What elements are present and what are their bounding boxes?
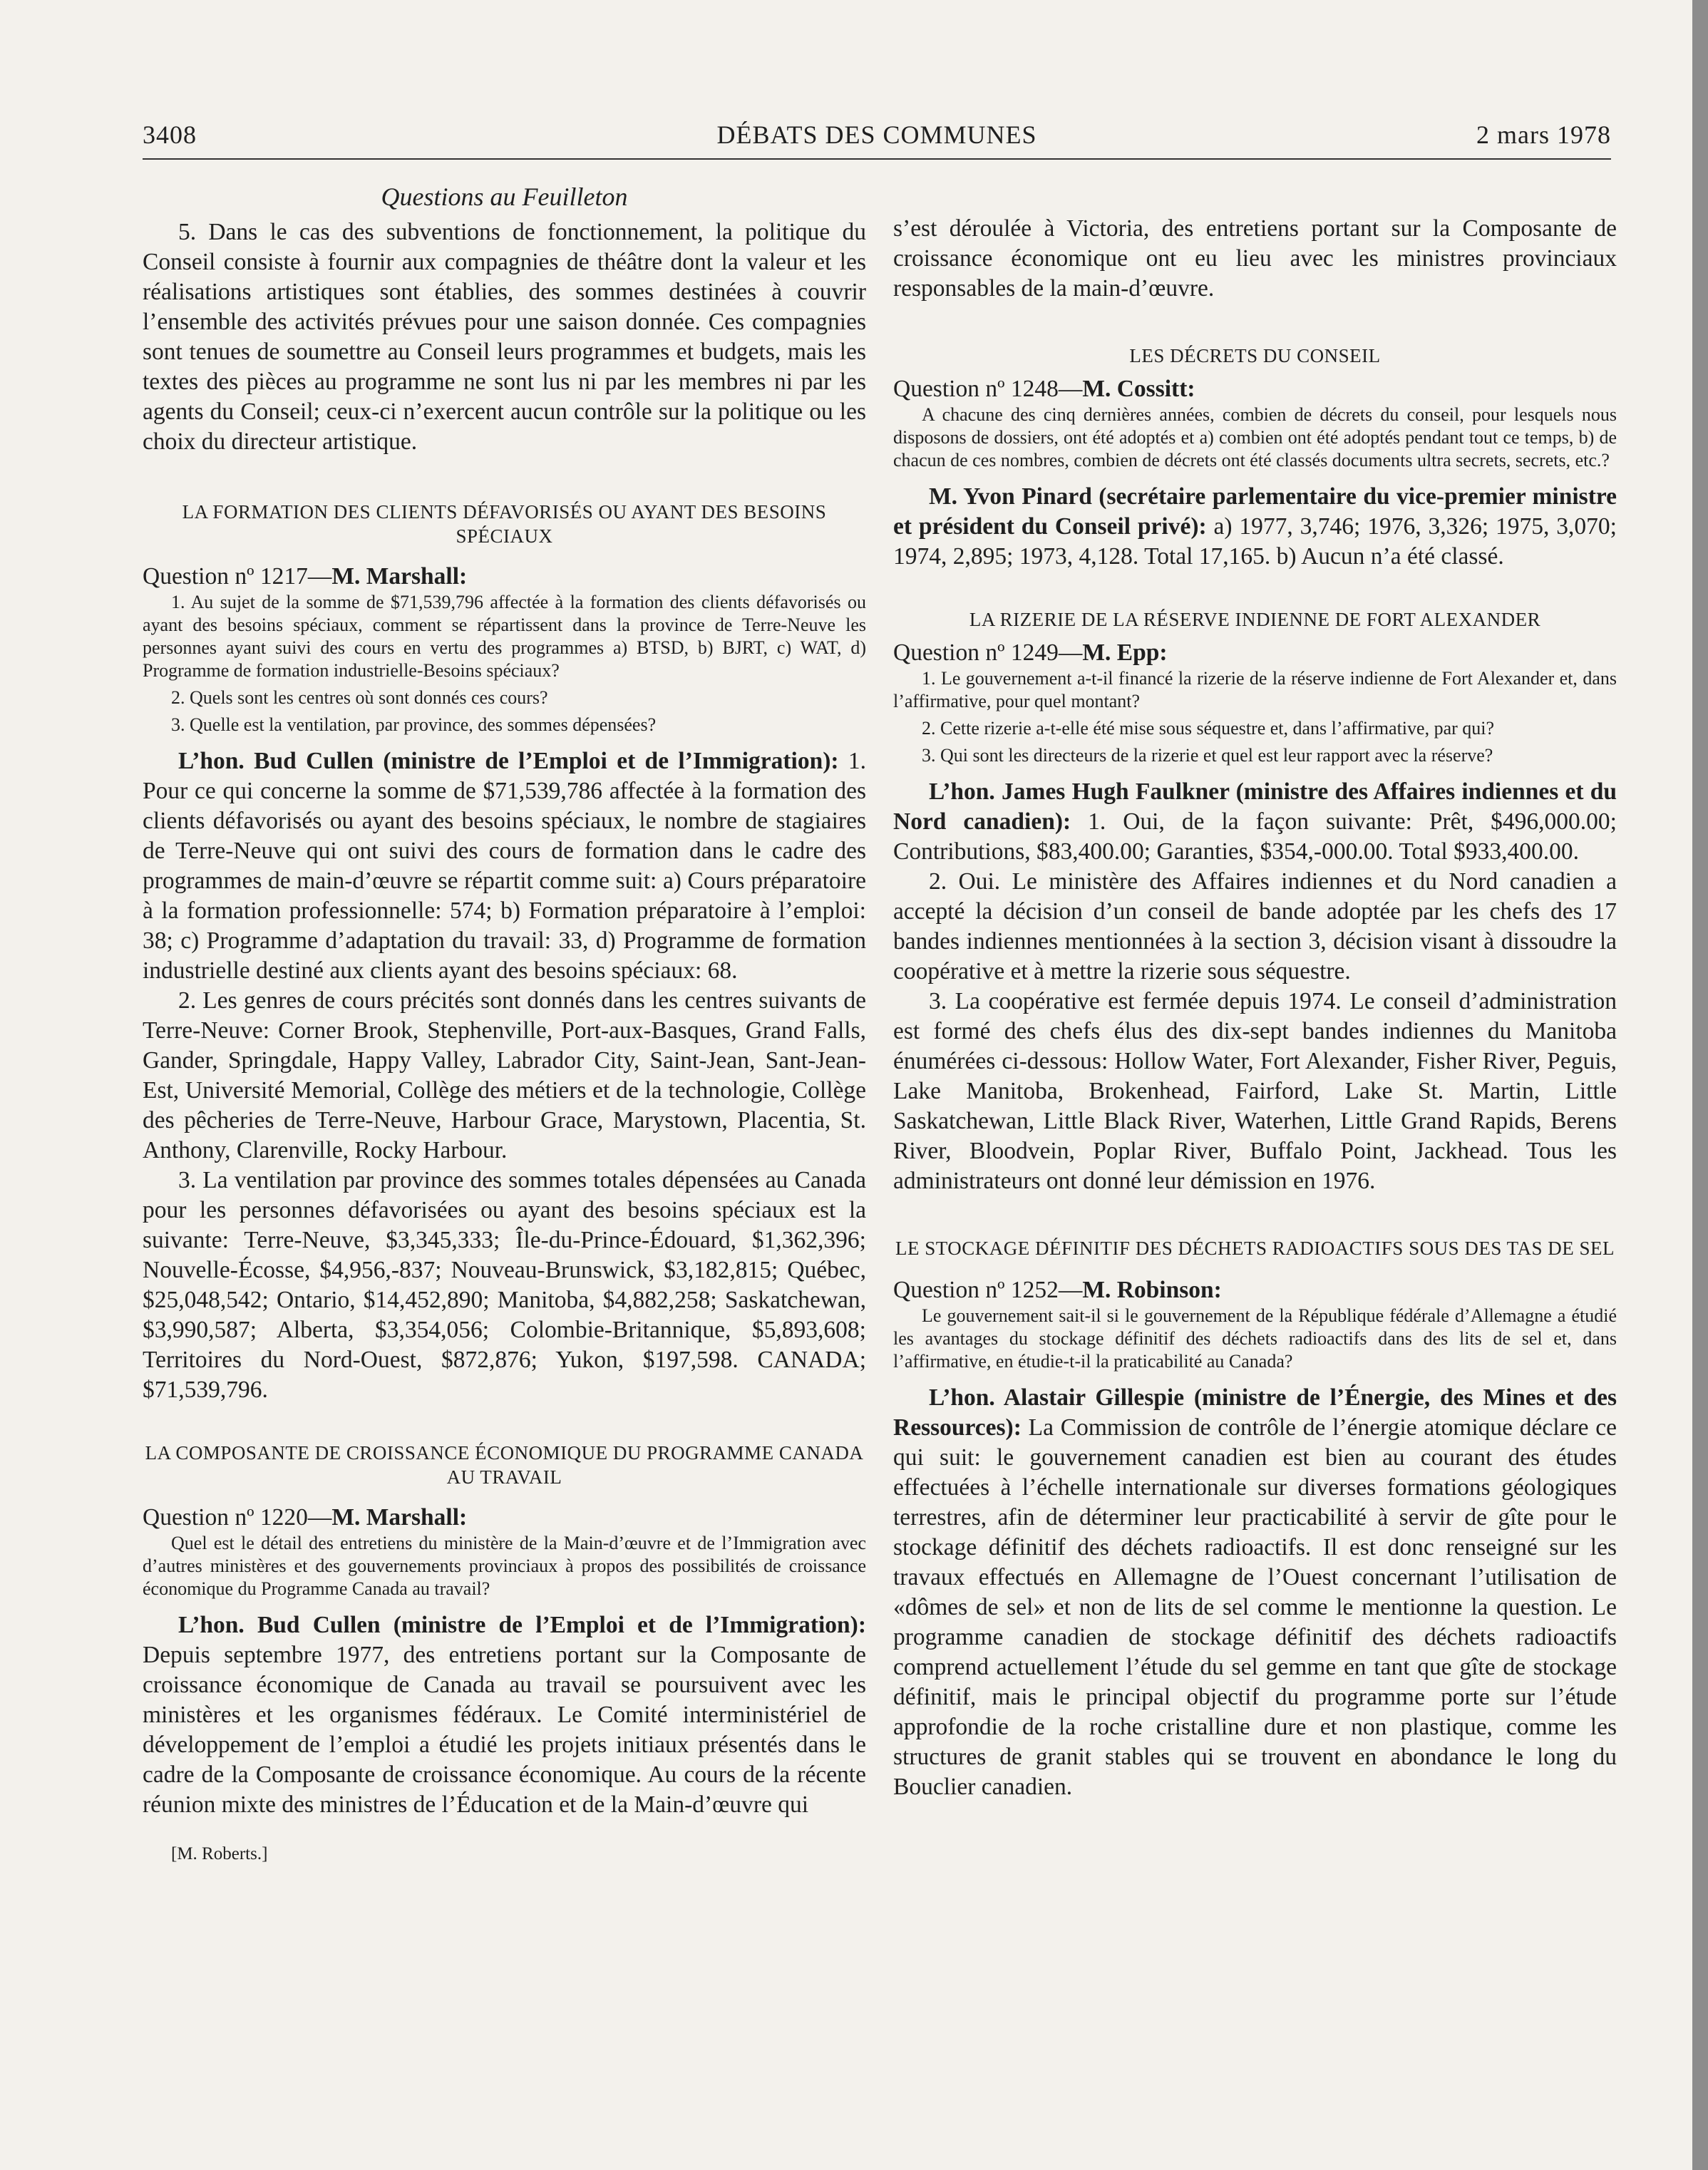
question-text: 3. Qui sont les directeurs de la rizerie et quel est leur rapport avec la réserve?	[922, 745, 1493, 766]
paragraph: 2. Les genres de cours précités sont donnés dans les centres suivants de Terre-Neuve: Corner Brook, Stephenville, Port-aux-Basques, Grand Falls, Gander, Springdale, Happy Valley, Labrador City, Saint-Jean, Sant-Jean-Est, Université Memorial, Collège des métiers et de la technologie, Collège des pêcheries de Terre-Neuve, Harbour Grace, Marystown, Placentia, St. Anthony, Clarenville, Rocky Harbour.	[143, 987, 866, 1163]
left-column	[143, 182, 866, 1864]
answer-paragraph	[143, 746, 866, 986]
answer-paragraph	[143, 1610, 866, 1820]
section-heading: LES DÉCRETS DU CONSEIL	[1129, 345, 1381, 366]
section-heading: LE STOCKAGE DÉFINITIF DES DÉCHETS RADIOACTIFS SOUS DES TAS DE SEL	[895, 1238, 1615, 1259]
answer-paragraph	[893, 482, 1617, 572]
scan-edge	[1692, 0, 1708, 2170]
journal-title: DÉBATS DES COMMUNES	[716, 120, 1037, 149]
answer-text: 1. Pour ce qui concerne la somme de $71,539,786 affectée à la formation des clients défavorisés ou ayant des besoins spéciaux, le nombre de stagiaires de Terre-Neuve qui ont suivi des cours de formation dans le cadre des programmes de main-d’œuvre se répartit comme suit: a) Cours préparatoire à la formation professionnelle: 574; b) Formation préparatoire à l’emploi: 38; c) Programme d’adaptation du travail: 33, d) Programme de formation industrielle destiné aux clients ayant des besoins spéciaux: 68.	[143, 748, 867, 984]
answer-text: a) 1977, 3,746; 1976, 3,326; 1975, 3,070; 1974, 2,895; 1973, 4,128. Total 17,165. b) Aucun n’a été classé.	[893, 513, 1617, 570]
question-text: 1. Au sujet de la somme de $71,539,796 affectée à la formation des clients défavorisés ou ayant des besoins spéciaux, comment se répartissent dans la province de Terre-Neuve les personnes ayant suivi des cours en vertu des programmes a) BTSD, b) BJRT, c) WAT, d) Programme de formation industrielle-Besoins spéciaux?	[143, 592, 866, 681]
paragraph: 5. Dans le cas des subventions de fonctionnement, la politique du Conseil consiste à fournir aux compagnies de théâtre dont la valeur et les réalisations artistiques sont établies, des sommes destinées à couvrir l’ensemble des activités prévues pour une saison donnée. Ces compagnies sont tenues de soumettre au Conseil leurs programmes et budgets, mais les textes des pièces au programme ne sont lus ni par les membres ni par les agents du Conseil; ceux-ci n’exercent aucun contrôle sur la politique ou les choix du directeur artistique.	[143, 219, 866, 455]
question-line	[893, 639, 1617, 667]
question-member: M. Epp:	[1082, 639, 1168, 666]
speaker: L’hon. Bud Cullen (ministre de l’Emploi et de l’Immigration):	[178, 1612, 866, 1638]
question-member: M. Marshall:	[331, 563, 468, 590]
section-heading: LA COMPOSANTE DE CROISSANCE ÉCONOMIQUE DU PROGRAMME CANADA AU TRAVAIL	[145, 1442, 864, 1488]
page-header	[143, 120, 1611, 164]
question-number: Question nº 1248—	[893, 376, 1083, 402]
section-heading: LA RIZERIE DE LA RÉSERVE INDIENNE DE FORT ALEXANDER	[969, 609, 1541, 630]
paragraph: 3. La coopérative est fermée depuis 1974. Le conseil d’administration est formé des chefs élus des dix-sept bandes indiennes du Manitoba énumérées ci-dessous: Hollow Water, Fort Alexander, Fisher River, Peguis, Lake Manitoba, Brokenhead, Fairford, Lake St. Martin, Little Saskatchewan, Little Black River, Waterhen, Little Grand Rapids, Berens River, Bloodvein, Poplar River, Buffalo Point, Jackhead. Tous les administrateurs ont donné leur démission en 1976.	[893, 988, 1617, 1194]
question-text: 3. Quelle est la ventilation, par province, des sommes dépensées?	[171, 714, 657, 735]
answer-text: 1. Oui, de la façon suivante: Prêt, $496,000.00; Contributions, $83,400.00; Garanties, $354,-000.00. Total $933,400.00.	[893, 808, 1617, 865]
question-text: 2. Cette rizerie a-t-elle été mise sous séquestre et, dans l’affirmative, par qui?	[922, 718, 1495, 739]
question-text: Quel est le détail des entretiens du ministère de la Main-d’œuvre et de l’Immigration avec d’autres ministères et des gouvernements provinciaux à propos des possibilités de croissance économique du Programme Canada au travail?	[143, 1533, 866, 1599]
paragraph: s’est déroulée à Victoria, des entretiens portant sur la Composante de croissance économique ont eu lieu avec les ministres provinciaux responsables de la main-d’œuvre.	[893, 215, 1617, 302]
question-line	[893, 375, 1617, 403]
speaker: L’hon. Bud Cullen (ministre de l’Emploi et de l’Immigration):	[178, 748, 839, 774]
question-text: 1. Le gouvernement a-t-il financé la rizerie de la réserve indienne de Fort Alexander et, dans l’affirmative, pour quel montant?	[893, 668, 1617, 711]
section-subtitle: Questions au Feuilleton	[381, 182, 628, 211]
answer-text: Depuis septembre 1977, des entretiens portant sur la Composante de croissance économique de Canada au travail se poursuivent avec les ministères et les organismes fédéraux. Le Comité interministériel de développement de l’emploi a étudié les projets initiaux présentés dans le cadre de la Composante de croissance économique. Au cours de la récente réunion mixte des ministres de l’Éducation et de la Main-d’œuvre qui	[143, 1642, 866, 1818]
question-member: M. Robinson:	[1082, 1277, 1222, 1303]
question-number: Question nº 1252—	[893, 1277, 1083, 1303]
speaker: L’hon. Alastair Gillespie (ministre de l’Énergie, des Mines et des Ressources):	[893, 1384, 1617, 1441]
question-text: 2. Quels sont les centres où sont donnés ces cours?	[171, 687, 548, 708]
question-line	[893, 1276, 1617, 1305]
question-number: Question nº 1217—	[143, 563, 332, 590]
paragraph: 3. La ventilation par province des sommes totales dépensées au Canada pour les personnes défavorisées ou ayant des besoins spéciaux est la suivante: Terre-Neuve, $3,345,333; Île-du-Prince-Édouard, $1,362,396; Nouvelle-Écosse, $4,956,-837; Nouveau-Brunswick, $3,182,815; Québec, $25,048,542; Ontario, $14,452,890; Manitoba, $4,882,258; Saskatchewan, $3,990,587; Alberta, $3,354,056; Colombie-Britannique, $5,893,608; Territoires du Nord-Ouest, $872,876; Yukon, $197,598. CANADA; $71,539,796.	[143, 1167, 866, 1403]
question-member: M. Marshall:	[331, 1504, 468, 1531]
footnote: [M. Roberts.]	[171, 1844, 268, 1863]
question-text: A chacune des cinq dernières années, combien de décrets du conseil, pour lesquels nous disposons de dossiers, ont été adoptés et a) combien ont été adoptés pendant tout ce temps, b) de chacun de ces nombres, combien de décrets ont été classés documents ultra secrets, secrets, etc.?	[893, 404, 1617, 470]
page-date: 2 mars 1978	[1476, 120, 1611, 149]
question-line	[143, 562, 866, 591]
speaker: M. Yvon Pinard (secrétaire parlementaire du vice-premier ministre et président du Conseil privé):	[893, 483, 1617, 540]
answer-paragraph	[893, 777, 1617, 867]
paragraph: 2. Oui. Le ministère des Affaires indiennes et du Nord canadien a accepté la décision d’un conseil de bande adoptée par les chefs des 17 bandes indiennes mentionnées à la section 3, décision visant à dissoudre la coopérative et à mettre la rizerie sous séquestre.	[893, 868, 1617, 984]
speaker: L’hon. James Hugh Faulkner (ministre des Affaires indiennes et du Nord canadien):	[893, 778, 1617, 835]
header-rule	[143, 158, 1611, 160]
question-number: Question nº 1249—	[893, 639, 1083, 666]
page-number: 3408	[143, 120, 197, 149]
question-text: Le gouvernement sait-il si le gouvernement de la République fédérale d’Allemagne a étudié les avantages du stockage définitif des déchets radioactifs dans des lits de sel et, dans l’affirmative, en étudie-t-il la praticabilité au Canada?	[893, 1305, 1617, 1372]
question-member: M. Cossitt:	[1082, 376, 1195, 402]
section-heading: LA FORMATION DES CLIENTS DÉFAVORISÉS OU AYANT DES BESOINS SPÉCIAUX	[182, 501, 827, 547]
answer-paragraph	[893, 1383, 1617, 1802]
question-number: Question nº 1220—	[143, 1504, 332, 1531]
right-column	[893, 214, 1617, 1802]
question-line	[143, 1503, 866, 1532]
answer-text: La Commission de contrôle de l’énergie atomique déclare ce qui suit: le gouvernement canadien est bien au courant des études effectuées à l’échelle internationale sur diverses formations géologiques terrestres, afin de déterminer leur practicabilité à servir de gîte pour le stockage définitif des déchets radioactifs. Il est donc renseigné sur les travaux effectués en Allemagne de l’Ouest concernant l’utilisation de «dômes de sel» et non de lits de sel comme le mentionne la question. Le programme canadien de stockage définitif des déchets radioactifs comprend actuellement l’étude du sel gemme en tant que gîte de stockage définitif, mais le principal objectif du programme porte sur l’étude approfondie de la roche cristalline dure et non plastique, comme les structures de granit stables qui se trouvent en abondance le long du Bouclier canadien.	[893, 1414, 1617, 1800]
